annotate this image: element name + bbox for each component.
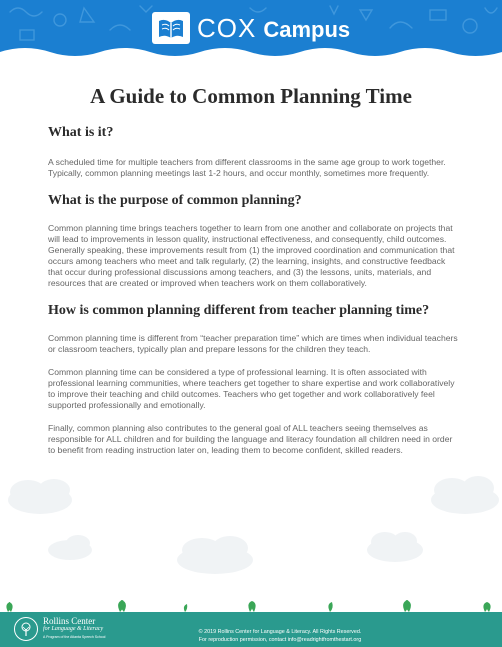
section-heading-what-is-it: What is it?	[48, 125, 114, 140]
header-banner	[0, 0, 502, 64]
rollins-name: Rollins Center	[43, 616, 96, 626]
section-paragraph: A scheduled time for multiple teachers from different classrooms in the same age group to work together. Typically, common planning meetings last 1-2 hours, and occur monthly, sometimes more frequently.	[48, 157, 446, 178]
copyright-line: © 2019 Rollins Center for Language & Literacy. All Rights Reserved.	[198, 629, 362, 635]
section-paragraph: Common planning time can be considered a type of professional learning. It is often associated with professional learning communities, where teachers get together to share expertise and work collaboratively to improve their teaching and child outcomes. Teachers who get together and work collaboratively feel supported professionally and emotionally.	[48, 367, 455, 410]
logo-cox-text: COX	[197, 12, 257, 43]
rollins-subtitle: for Language & Literacy	[43, 626, 104, 632]
open-book-icon	[152, 12, 190, 44]
rollins-center-logo[interactable]	[14, 617, 105, 641]
decorative-clouds	[0, 440, 502, 590]
rollins-text-block	[43, 617, 105, 641]
footer-bar	[0, 612, 502, 647]
permission-line: For reproduction permission, contact info@readrightfromthestart.org	[198, 637, 362, 643]
copyright-notice	[160, 628, 400, 644]
section-paragraph: Finally, common planning also contributes to the general goal of ALL teachers seeing themselves as responsible for ALL children and for building the language and literacy foundation all children need in order to benefit from reading instruction later on, leading them to become confident, skilled readers.	[48, 423, 453, 455]
header-wave	[0, 44, 502, 64]
section-paragraph: Common planning time brings teachers together to learn from one another and collaborate on projects that will lead to improvements in lesson quality, instructional effectiveness, and consequently, child outcomes. Generally speaking, these improvements result from (1) the improved coordination and communication that occurs among teachers who meet and talk regularly, (2) the learning, insights, and constructive feedback that occur during professional discussions among teachers, and (3) the lessons, units, materials, and resources that are created or improved when teachers work on them collaboratively.	[48, 223, 455, 288]
rollins-tagline: A Program of the Atlanta Speech School	[43, 635, 106, 639]
section-heading-difference: How is common planning different from teacher planning time?	[48, 303, 430, 318]
logo-campus-text: Campus	[263, 16, 351, 42]
document-body	[48, 118, 458, 456]
section-heading-purpose: What is the purpose of common planning?	[48, 193, 302, 208]
footer-sprouts	[0, 590, 502, 614]
cox-campus-logo[interactable]	[152, 11, 350, 45]
tree-icon	[14, 617, 38, 641]
document-title: A Guide to Common Planning Time	[90, 84, 412, 108]
section-paragraph: Common planning time is different from “teacher preparation time” which are times when individual teachers or classroom teachers, typically plan and prepare lessons for the children they teach.	[48, 333, 458, 354]
